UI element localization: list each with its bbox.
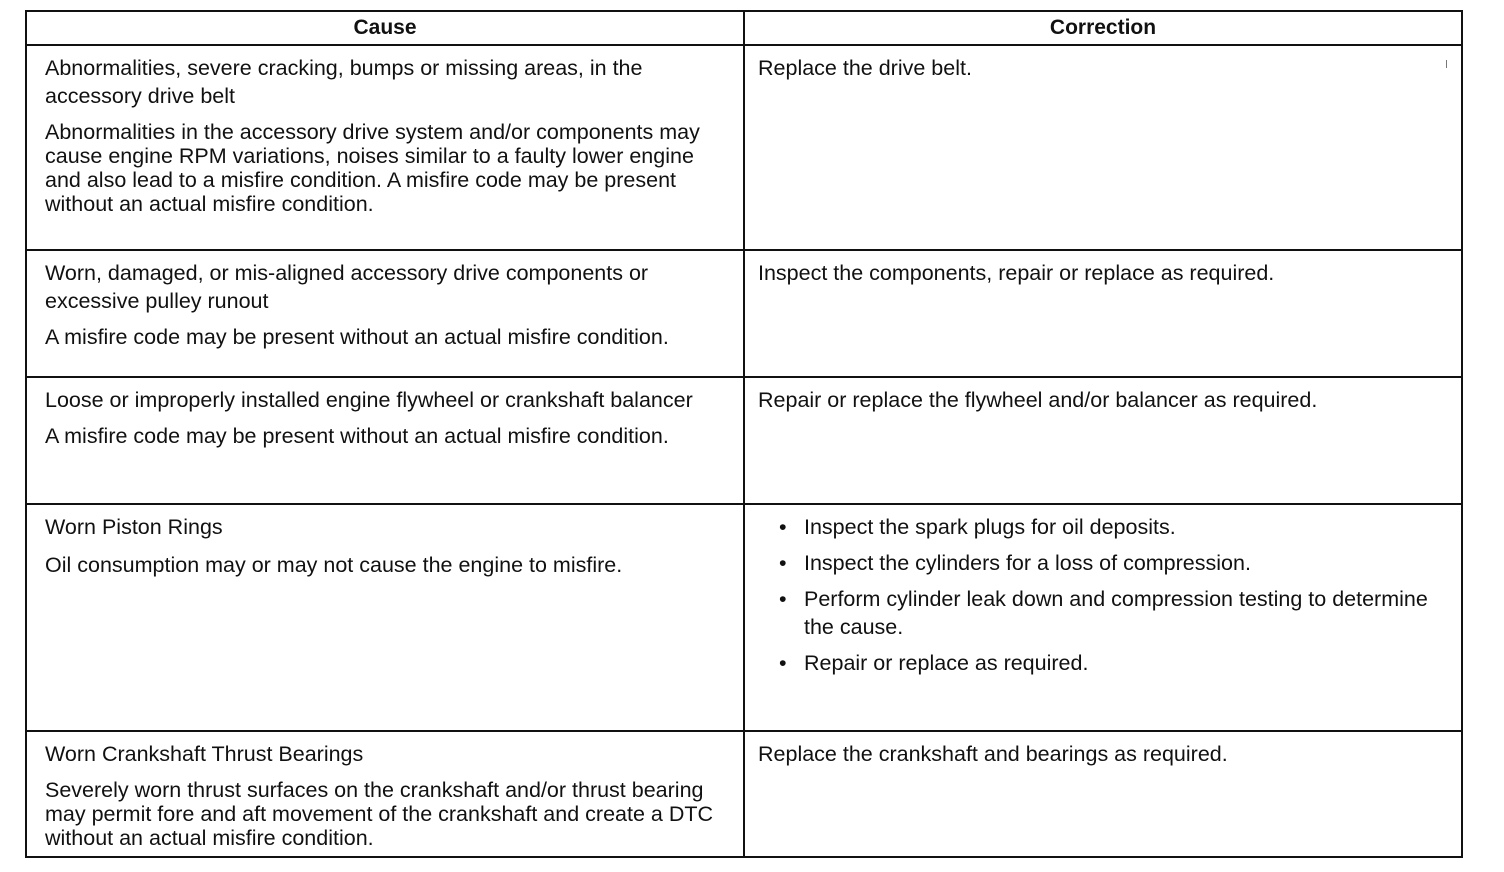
correction-step-text: Inspect the spark plugs for oil deposits. <box>804 515 1176 539</box>
correction-cell <box>744 731 1462 857</box>
correction-cell <box>744 45 1462 250</box>
scan-mark <box>1446 60 1447 68</box>
table-row <box>26 250 1462 377</box>
cause-cell <box>26 504 744 731</box>
table-row <box>26 45 1462 250</box>
correction-text: Inspect the components, repair or replace as required. <box>758 261 1275 285</box>
cause-cell <box>26 250 744 377</box>
correction-step-text: Repair or replace as required. <box>804 651 1089 675</box>
correction-text: Replace the drive belt. <box>758 56 972 80</box>
correction-step-text: Inspect the cylinders for a loss of compression. <box>804 551 1251 575</box>
cause-cell <box>26 45 744 250</box>
correction-step-text: Perform cylinder leak down and compression testing to determine the cause. <box>804 587 1428 639</box>
correction-cell <box>744 504 1462 731</box>
correction-step <box>779 585 1445 641</box>
cause-cell <box>26 377 744 504</box>
correction-text: Replace the crankshaft and bearings as required. <box>758 742 1228 766</box>
table-row <box>26 377 1462 504</box>
correction-steps-list <box>758 513 1445 677</box>
cause-detail: A misfire code may be present without an actual misfire condition. <box>45 424 669 448</box>
cause-detail: Oil consumption may or may not cause the engine to misfire. <box>45 553 623 577</box>
correction-cell <box>744 250 1462 377</box>
correction-step <box>779 649 1445 677</box>
table-row <box>26 731 1462 857</box>
bullet-icon: • <box>779 551 787 575</box>
cause-detail: Abnormalities in the accessory drive system and/or components may cause engine RPM variations, noises similar to a faulty lower engine and also lead to a misfire condition. A misfire code may be present without an actual misfire condition. <box>45 120 700 216</box>
cause-cell <box>26 731 744 857</box>
cause-detail: A misfire code may be present without an actual misfire condition. <box>45 325 669 349</box>
cause-title: Abnormalities, severe cracking, bumps or missing areas, in the accessory drive belt <box>45 56 643 108</box>
table-header-row <box>26 11 1462 45</box>
diagnostic-table <box>25 10 1463 858</box>
correction-text: Repair or replace the flywheel and/or balancer as required. <box>758 388 1318 412</box>
bullet-icon: • <box>779 587 787 611</box>
correction-column-header: Correction <box>744 11 1462 45</box>
bullet-icon: • <box>779 515 787 539</box>
cause-detail: Severely worn thrust surfaces on the crankshaft and/or thrust bearing may permit fore and aft movement of the crankshaft and create a DTC without an actual misfire condition. <box>45 778 714 850</box>
cause-title: Worn Piston Rings <box>45 515 223 539</box>
correction-step <box>779 549 1445 577</box>
cause-title: Loose or improperly installed engine flywheel or crankshaft balancer <box>45 388 693 412</box>
correction-cell <box>744 377 1462 504</box>
correction-step <box>779 513 1445 541</box>
cause-column-header: Cause <box>26 11 744 45</box>
bullet-icon: • <box>779 651 787 675</box>
cause-title: Worn, damaged, or mis-aligned accessory drive components or excessive pulley runout <box>45 261 649 313</box>
cause-title: Worn Crankshaft Thrust Bearings <box>45 742 364 766</box>
table-row <box>26 504 1462 731</box>
